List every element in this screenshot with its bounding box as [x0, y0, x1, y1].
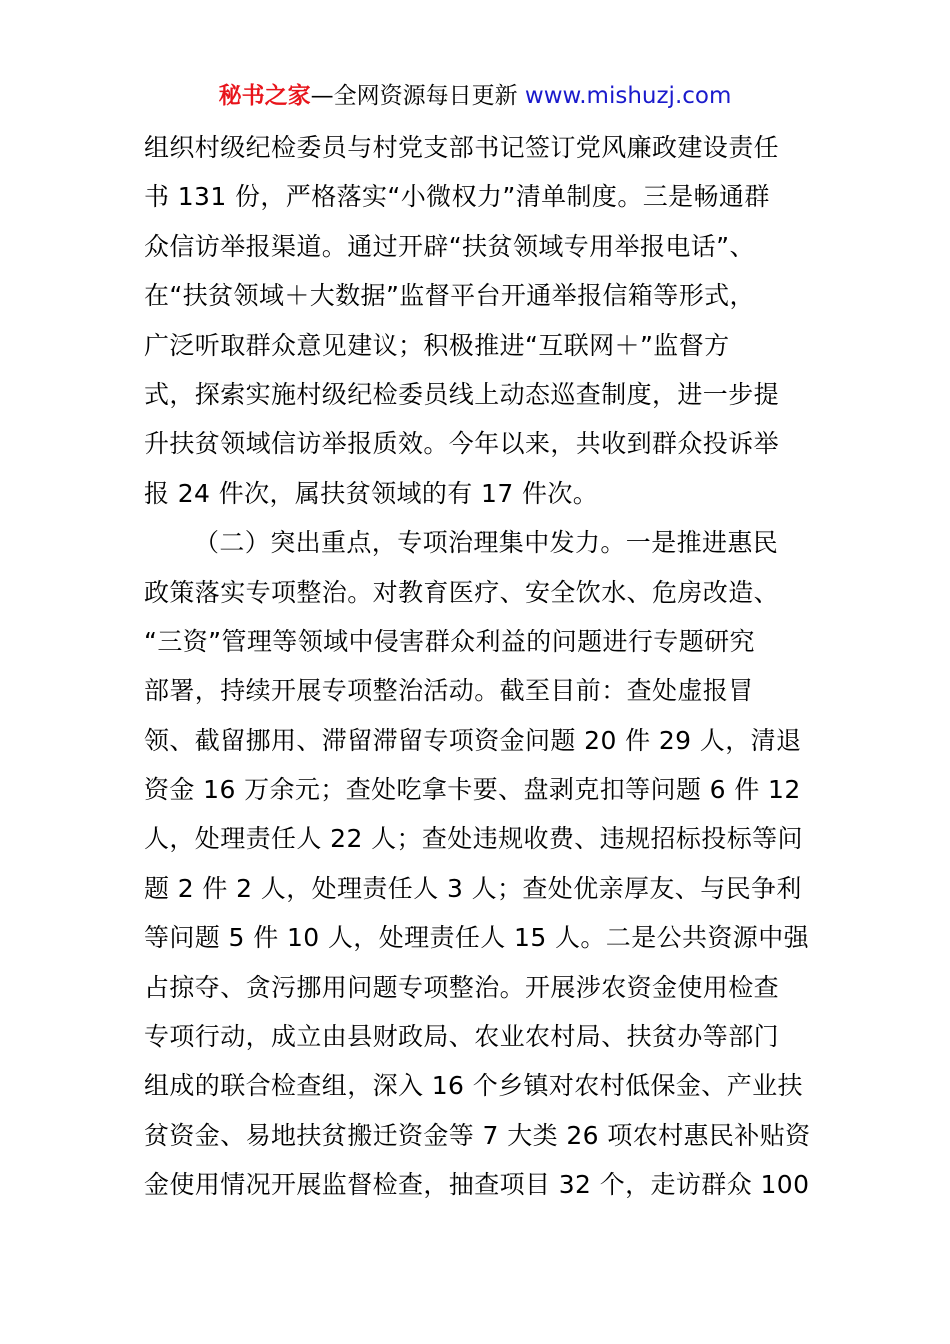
text-line: 部署，持续开展专项整治活动。截至目前：查处虚报冒 [144, 676, 754, 706]
paragraph-start-line: （二）突出重点，专项治理集中发力。一是推进惠民 [194, 528, 779, 558]
text-line: 在“扶贫领域＋大数据”监督平台开通举报信箱等形式， [144, 281, 755, 311]
text-line: 众信访举报渠道。通过开辟“扶贫领域专用举报电话”、 [144, 231, 755, 261]
brand-name: 秘书之家 [218, 83, 311, 109]
text-line: 贫资金、易地扶贫搬迁资金等 7 大类 26 项农村惠民补贴资 [144, 1120, 811, 1150]
text-line: 资金 16 万余元；查处吃拿卡要、盘剥克扣等问题 6 件 12 [144, 775, 801, 805]
text-line: 占掠夺、贪污挪用问题专项整治。开展涉农资金使用检查 [144, 972, 780, 1002]
text-line: 组成的联合检查组，深入 16 个乡镇对农村低保金、产业扶 [144, 1071, 803, 1101]
text-line: 领、截留挪用、滞留滞留专项资金问题 20 件 29 人，清退 [144, 725, 802, 755]
text-line: 专项行动，成立由县财政局、农业农村局、扶贫办等部门 [144, 1022, 780, 1052]
text-line: 政策落实专项整治。对教育医疗、安全饮水、危房改造、 [144, 577, 780, 607]
text-line: 书 131 份，严格落实“小微权力”清单制度。三是畅通群 [144, 182, 770, 212]
text-line: 等问题 5 件 10 人，处理责任人 15 人。二是公共资源中强 [144, 923, 810, 953]
text-line: 组织村级纪检委员与村党支部书记签订党风廉政建设责任 [144, 133, 780, 162]
site-header [0, 80, 950, 112]
text-line: 升扶贫领域信访举报质效。今年以来，共收到群众投诉举 [144, 429, 780, 459]
text-line: 题 2 件 2 人，处理责任人 3 人；查处优亲厚友、与民争利 [144, 873, 802, 903]
text-line: 人，处理责任人 22 人；查处违规收费、违规招标投标等问 [144, 824, 803, 854]
site-url-link[interactable]: www.mishuzj.com [524, 83, 732, 109]
text-line: 广泛听取群众意见建议；积极推进“互联网＋”监督方 [144, 330, 730, 360]
site-tagline: —全网资源每日更新 [310, 83, 525, 109]
text-line: “三资”管理等领域中侵害群众利益的问题进行专题研究 [144, 626, 755, 656]
document-body [144, 123, 814, 1210]
text-line: 式，探索实施村级纪检委员线上动态巡查制度，进一步提 [144, 379, 780, 409]
text-line: 金使用情况开展监督检查，抽查项目 32 个，走访群众 100 [144, 1170, 810, 1200]
text-line: 报 24 件次，属扶贫领域的有 17 件次。 [144, 478, 599, 508]
